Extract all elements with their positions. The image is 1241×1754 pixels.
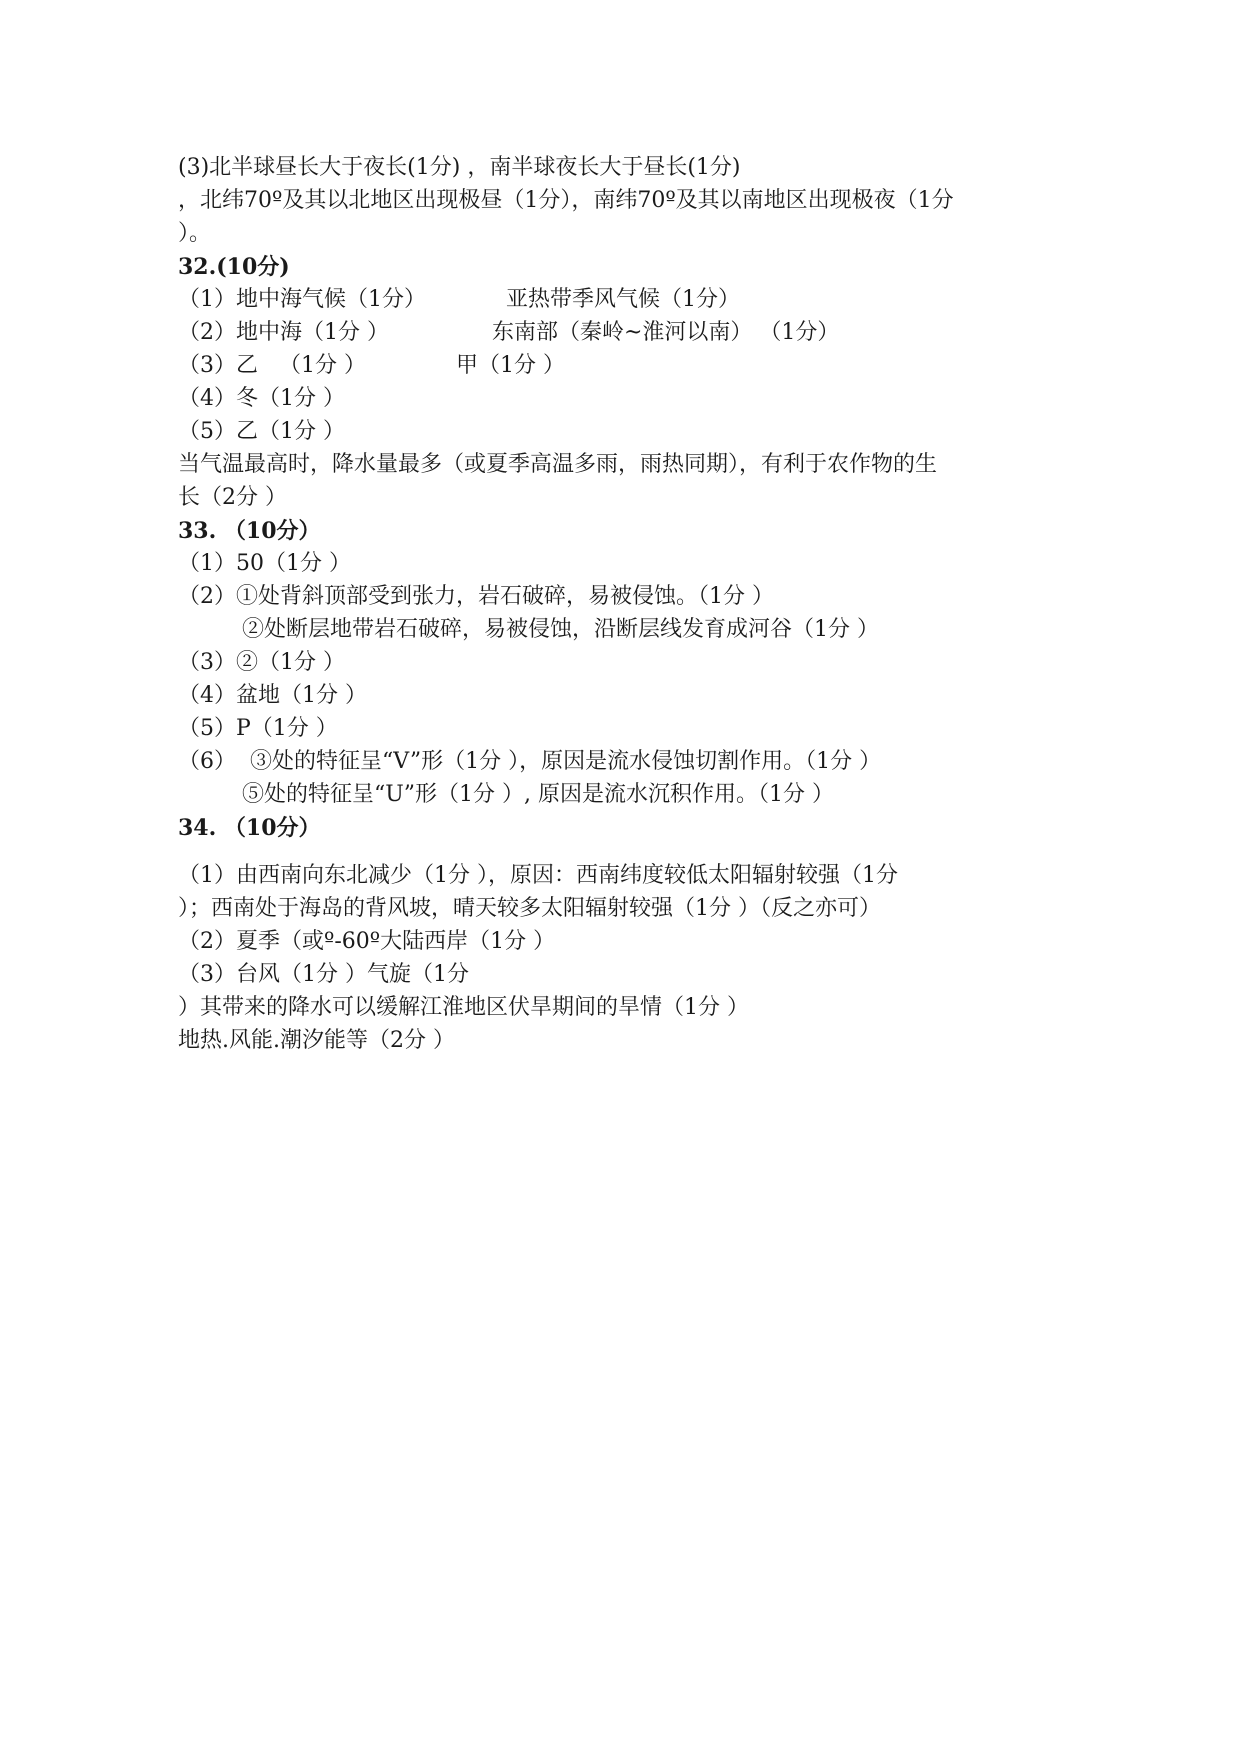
q31-part3-line1: (3)北半球昼长大于夜长(1分) ，南半球夜长大于昼长(1分) bbox=[178, 155, 741, 180]
q32-answer-3a: （3）乙 （1分 ） bbox=[178, 353, 366, 378]
q34-answer-3-line2: ）其带来的降水可以缓解江淮地区伏旱期间的旱情（1分 ） bbox=[178, 995, 749, 1020]
q33-answer-6b: ⑤处的特征呈“U”形（1分 ）, 原因是流水沉积作用。（1分 ） bbox=[242, 782, 835, 807]
q33-answer-2a: （2）①处背斜顶部受到张力，岩石破碎，易被侵蚀。（1分 ） bbox=[178, 584, 774, 609]
q32-answer-2 bbox=[178, 319, 1078, 347]
q32-answer-2b: 东南部（秦岭~淮河以南） （1分） bbox=[492, 320, 840, 345]
q32-answer-2a: （2）地中海（1分 ） bbox=[178, 320, 389, 345]
q32-answer-4: （4）冬（1分 ） bbox=[178, 386, 345, 411]
q34-answer-3-line1: （3）台风（1分 ）气旋（1分 bbox=[178, 962, 469, 987]
q33-heading: 33. （10分） bbox=[178, 518, 321, 544]
q32-answer-6-line1: 当气温最高时，降水量最多（或夏季高温多雨，雨热同期），有利于农作物的生 bbox=[178, 452, 938, 477]
q31-part3-line2: ，北纬70º及其以北地区出现极昼（1分），南纬70º及其以南地区出现极夜（1分 bbox=[178, 188, 954, 213]
q32-heading: 32.(10分) bbox=[178, 254, 290, 280]
q34-heading: 34. （10分） bbox=[178, 815, 321, 841]
q33-answer-2b: ②处断层地带岩石破碎，易被侵蚀，沿断层线发育成河谷（1分 ） bbox=[242, 617, 879, 642]
q32-answer-1b: 亚热带季风气候（1分） bbox=[506, 287, 740, 312]
q31-part3-line3: ）。 bbox=[178, 221, 212, 246]
q34-answer-1-line2: ）；西南处于海岛的背风坡，晴天较多太阳辐射较强（1分 ）（反之亦可） bbox=[178, 896, 881, 921]
q34-answer-2: （2）夏季（或º-60º大陆西岸（1分 ） bbox=[178, 929, 556, 954]
q33-answer-3: （3）②（1分 ） bbox=[178, 650, 345, 675]
q34-answer-1-line1: （1）由西南向东北减少（1分 ），原因：西南纬度较低太阳辐射较强（1分 bbox=[178, 863, 898, 888]
q32-answer-5: （5）乙（1分 ） bbox=[178, 419, 345, 444]
q34-answer-4: 地热.风能.潮汐能等（2分 ） bbox=[178, 1028, 455, 1053]
q32-answer-3b: 甲（1分 ） bbox=[456, 353, 565, 378]
q33-answer-6a: （6） ③处的特征呈“V”形（1分 ），原因是流水侵蚀切割作用。（1分 ） bbox=[178, 749, 882, 774]
q33-answer-5: （5）P（1分 ） bbox=[178, 716, 338, 741]
q32-answer-6-line2: 长（2分 ） bbox=[178, 485, 287, 510]
q33-answer-1: （1）50（1分 ） bbox=[178, 551, 351, 576]
q32-answer-1a: （1）地中海气候（1分） bbox=[178, 287, 426, 312]
q32-answer-3 bbox=[178, 352, 1078, 380]
q32-answer-1 bbox=[178, 286, 1078, 314]
q33-answer-4: （4）盆地（1分 ） bbox=[178, 683, 367, 708]
